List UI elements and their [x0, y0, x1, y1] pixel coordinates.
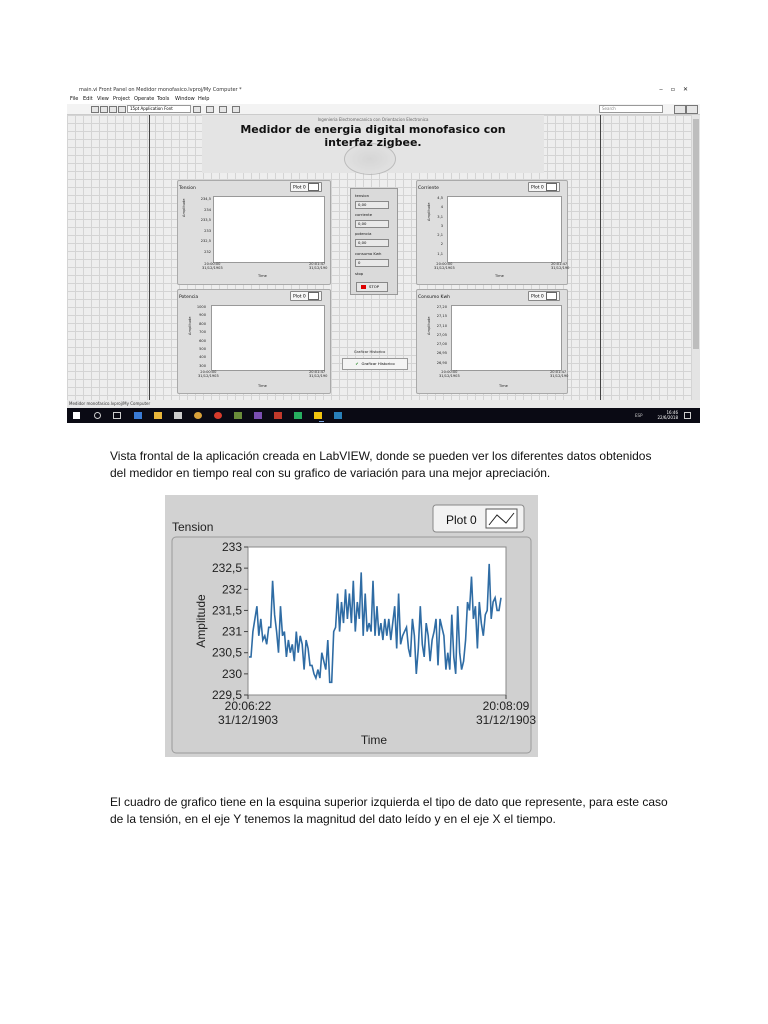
gmail-icon[interactable]: [214, 412, 222, 419]
plot-legend[interactable]: [528, 182, 560, 192]
x-end-label: [550, 370, 568, 378]
y-tick: 26,90: [436, 360, 447, 365]
x-start-time: 20:00:00: [200, 370, 217, 374]
y-tick: 233: [204, 228, 211, 233]
y-axis-label: Amplitude: [182, 198, 186, 217]
stop-icon: [361, 285, 366, 289]
tension-indicator: 0,00: [355, 201, 389, 209]
panel-divider-right: [600, 115, 601, 400]
search-icon[interactable]: [94, 412, 101, 419]
x-axis-label: Time: [360, 733, 388, 747]
x-tick-date: 31/12/1903: [475, 713, 537, 727]
labview-icon[interactable]: [314, 412, 322, 419]
run-continuously-icon[interactable]: [100, 106, 108, 113]
y-tick: 4: [440, 205, 443, 210]
y-tick: 232,5: [200, 239, 211, 243]
front-panel: [67, 115, 692, 400]
clock-time: 16:46: [666, 410, 678, 415]
window-controls[interactable]: ‒▫✕: [659, 86, 696, 93]
plot-area: [211, 305, 325, 371]
potencia-graph-title: Potencia: [179, 295, 199, 300]
search-input[interactable]: Search: [599, 105, 663, 113]
menu-edit[interactable]: Edit: [83, 96, 93, 102]
line-style-icon: [308, 292, 319, 300]
x-end-date: 31/12/190: [309, 374, 328, 378]
y-tick: 2: [440, 242, 443, 247]
task-view-icon[interactable]: [113, 412, 121, 419]
banner-subtitle: Ingenieria Electromecanica con Orientacion Electronica: [317, 117, 429, 122]
historic-button-label: Graficar Historico: [361, 361, 395, 366]
menu-view[interactable]: View: [97, 96, 109, 102]
potencia-indicator: 0,00: [355, 239, 389, 247]
indicator-panel: [350, 188, 398, 295]
x-end-time: 20:01:47: [550, 370, 567, 374]
x-tick-date: 31/12/1903: [217, 713, 279, 727]
y-ticks: [196, 194, 211, 257]
title-banner: [202, 115, 544, 173]
x-start-time: 20:00:00: [204, 262, 221, 266]
file-explorer-icon[interactable]: [154, 412, 162, 419]
consumo-graph: [416, 289, 568, 394]
corriente-indicator: 0,00: [355, 220, 389, 228]
x-start-date: 31/12/1903: [202, 266, 223, 270]
scrollbar-thumb[interactable]: [693, 119, 699, 349]
plot-legend[interactable]: [290, 182, 322, 192]
app-icon[interactable]: [334, 412, 342, 419]
x-end-time: 20:01:47: [551, 262, 568, 266]
y-tick: 900: [199, 313, 206, 318]
connector-pane-icon: [686, 105, 698, 114]
resize-icon[interactable]: [219, 106, 227, 113]
y-tick: 600: [199, 338, 206, 343]
tray-language[interactable]: ESP: [635, 413, 643, 418]
distribute-icon[interactable]: [206, 106, 214, 113]
windows-taskbar: [67, 408, 700, 423]
window-titlebar: [67, 85, 700, 95]
plot-legend-label: Plot 0: [531, 185, 544, 191]
legend-label: Plot 0: [446, 513, 477, 527]
app-icon[interactable]: [254, 412, 262, 419]
potencia-graph: [177, 289, 331, 394]
y-tick: 27,20: [436, 305, 447, 309]
store-icon[interactable]: [174, 412, 182, 419]
x-start-label: [198, 370, 219, 378]
stop-button[interactable]: [356, 282, 388, 292]
y-tick: 234: [204, 207, 211, 212]
plot-legend[interactable]: [290, 291, 322, 301]
y-tick: 232: [204, 249, 211, 254]
y-tick-label: 230,5: [211, 645, 242, 660]
menu-window[interactable]: Window: [175, 96, 195, 102]
stop-label: stop: [355, 271, 364, 276]
abort-icon[interactable]: [109, 106, 117, 113]
x-end-time: 20:01:47: [309, 370, 326, 374]
y-tick: 1,1: [437, 251, 443, 256]
panel-divider-left: [149, 115, 150, 400]
y-tick: 4,5: [437, 196, 443, 200]
y-tick: 2,1: [437, 233, 443, 238]
y-axis-label: Amplitude: [427, 202, 431, 221]
x-end-date: 31/12/190: [550, 374, 569, 378]
x-end-label: [309, 370, 327, 378]
consumo-indicator: 0: [355, 259, 389, 267]
chrome-icon[interactable]: [194, 412, 202, 419]
plot-area: [451, 305, 562, 371]
menu-help[interactable]: Help: [198, 96, 210, 102]
y-tick: 1000: [196, 305, 206, 309]
x-start-label: [202, 262, 223, 270]
y-ticks: [431, 194, 443, 259]
y-tick-label: 229,5: [211, 688, 242, 702]
tension-chart: [165, 495, 538, 757]
clock-date: 22/6/2018: [657, 415, 678, 420]
line-style-icon: [546, 183, 557, 191]
y-tick: 3,1: [437, 214, 443, 219]
banner-title: [202, 123, 544, 149]
y-tick-label: 231: [221, 624, 242, 639]
y-axis-label: Amplitude: [194, 594, 208, 648]
y-tick: 27,00: [436, 342, 447, 347]
y-tick: 234,5: [200, 197, 211, 201]
plot-legend[interactable]: [528, 291, 560, 301]
corriente-indicator-label: corriente: [355, 212, 373, 217]
tension-graph-title: Tension: [179, 186, 196, 191]
y-tick: 27,10: [436, 323, 447, 328]
menu-operate[interactable]: Operate: [134, 96, 155, 102]
x-start-time: 20:00:00: [441, 370, 458, 374]
status-project-path: Medidor monofasico.lvproj/My Computer: [69, 401, 151, 406]
potencia-indicator-label: potencia: [355, 231, 372, 236]
x-start-date: 31/12/1903: [434, 266, 455, 270]
y-tick: 26,95: [436, 351, 447, 356]
plot-legend[interactable]: [433, 505, 524, 532]
y-tick: 233,5: [200, 218, 211, 222]
y-axis-label: Amplitude: [188, 316, 192, 335]
x-start-label: [439, 370, 460, 378]
run-arrow-icon[interactable]: [91, 106, 99, 113]
window-title: main.vi Front Panel on Medidor monofasico.lvproj/My Computer *: [79, 87, 242, 93]
consumo-graph-title: Consumo Kwh: [418, 295, 450, 300]
chart-title: Tension: [172, 520, 214, 534]
banner-title-line2: interfaz zigbee.: [324, 136, 422, 149]
y-tick-label: 233: [221, 540, 242, 554]
corriente-graph: [416, 180, 568, 285]
caption-explicacion: El cuadro de grafico tiene en la esquina superior izquierda el tipo de dato que represente, para este caso de la tensión, en el eje Y tenemos la magnitud del dato leído y en el eje X el tiempo.: [110, 795, 668, 826]
status-bar: [67, 400, 700, 408]
tension-graph-detail: [165, 495, 538, 757]
line-style-icon: [546, 292, 557, 300]
x-end-label: [551, 262, 569, 270]
y-tick-label: 232,5: [211, 561, 242, 576]
tension-graph: [177, 180, 331, 285]
vi-icon: [674, 105, 686, 114]
historic-label: Graficar Historico: [354, 350, 386, 354]
y-axis-label: Amplitude: [427, 316, 431, 335]
x-axis-label: Time: [499, 384, 508, 388]
stop-button-label: STOP: [369, 284, 380, 289]
x-end-time: 20:01:47: [309, 262, 326, 266]
x-start-time: 20:00:00: [436, 262, 453, 266]
y-tick-label: 232: [221, 582, 242, 597]
y-tick: 27,05: [436, 332, 447, 337]
plot-area: [447, 196, 562, 263]
toolbar: [67, 104, 700, 115]
menu-project[interactable]: Project: [113, 96, 131, 102]
check-icon: ✔: [355, 361, 359, 366]
x-tick-time: 20:08:09: [482, 699, 530, 713]
menu-tools[interactable]: Tools: [157, 96, 170, 102]
x-tick-time: 20:06:22: [224, 699, 272, 713]
app-icon[interactable]: [234, 412, 242, 419]
menubar: [67, 95, 700, 104]
x-axis-label: Time: [258, 384, 267, 388]
y-ticks: [432, 303, 447, 368]
y-tick-label: 230: [221, 666, 242, 681]
tension-indicator-label: tension: [355, 193, 369, 198]
align-icon[interactable]: [193, 106, 201, 113]
y-tick: 700: [199, 330, 206, 335]
x-end-date: 31/12/190: [551, 266, 570, 270]
taskbar-clock[interactable]: [657, 410, 678, 420]
x-start-date: 31/12/1903: [198, 374, 219, 378]
y-tick: 800: [199, 321, 206, 326]
y-tick: 300: [199, 363, 206, 368]
plot-legend-label: Plot 0: [293, 185, 306, 191]
x-start-date: 31/12/1903: [439, 374, 460, 378]
y-tick: 500: [199, 347, 206, 352]
historic-button[interactable]: [342, 358, 408, 370]
plot-legend-label: Plot 0: [531, 294, 544, 300]
x-end-date: 31/12/190: [309, 266, 328, 270]
app-icon[interactable]: [294, 412, 302, 419]
banner-title-line1: Medidor de energia digital monofasico con: [240, 123, 506, 136]
consumo-indicator-label: consumo Kwh: [355, 251, 382, 256]
caption-frontal: Vista frontal de la aplicación creada en LabVIEW, donde se pueden ver los diferentes datos obtenidos del medidor en tiempo real con su grafico de variación para una mejor apreciación.: [110, 449, 652, 480]
windows-start-icon[interactable]: [73, 412, 80, 419]
x-end-label: [309, 262, 327, 270]
app-icon[interactable]: [274, 412, 282, 419]
plot-legend-label: Plot 0: [293, 294, 306, 300]
line-style-icon: [308, 183, 319, 191]
plot-area: [213, 196, 325, 263]
y-tick: 3: [440, 223, 443, 228]
notifications-icon[interactable]: [684, 412, 691, 419]
labview-screenshot: [67, 85, 700, 423]
menu-file[interactable]: File: [70, 96, 79, 102]
edge-icon[interactable]: [134, 412, 142, 419]
x-start-label: [434, 262, 455, 270]
y-ticks: [193, 303, 206, 370]
y-tick: 400: [199, 355, 206, 360]
reorder-icon[interactable]: [232, 106, 240, 113]
pause-icon[interactable]: [118, 106, 126, 113]
y-tick-label: 231,5: [211, 603, 242, 618]
corriente-graph-title: Corriente: [418, 186, 439, 191]
font-select[interactable]: 15pt Application Font: [127, 105, 191, 113]
active-indicator: [319, 421, 324, 422]
y-tick: 27,15: [436, 314, 447, 319]
x-axis-label: Time: [258, 274, 267, 278]
x-axis-label: Time: [495, 274, 504, 278]
